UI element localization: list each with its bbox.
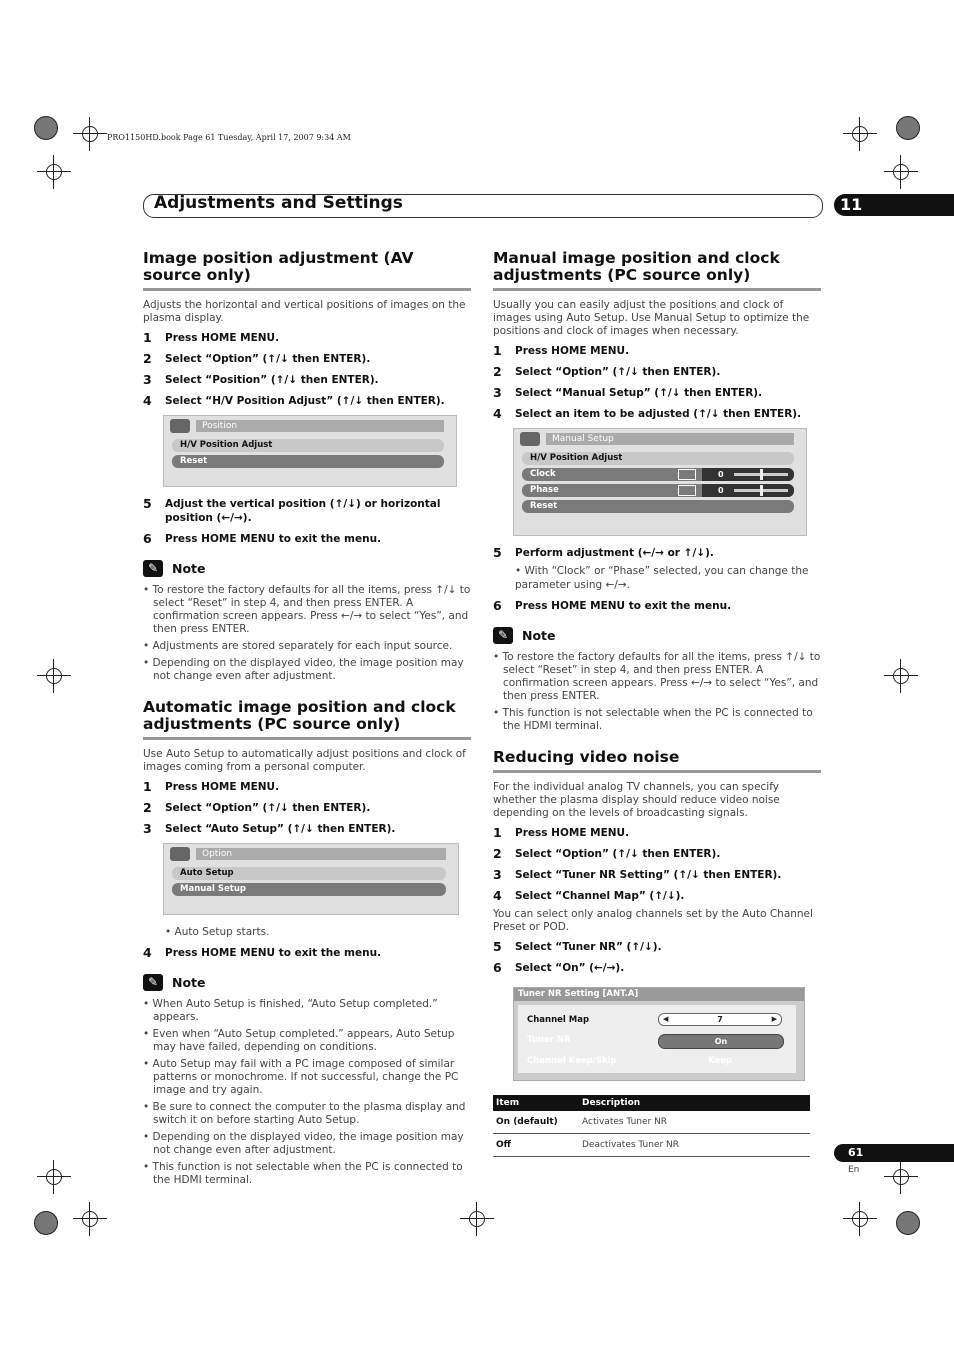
note-title: Note xyxy=(522,628,556,643)
language-code: En xyxy=(848,1165,860,1175)
chapter-number: 11 xyxy=(840,195,863,214)
table-cell: On (default) xyxy=(493,1111,579,1134)
channel-map-selector xyxy=(658,1013,782,1026)
step-number: 5 xyxy=(493,939,502,954)
step-item xyxy=(493,344,821,358)
step-item xyxy=(143,373,471,387)
crosshair-mark xyxy=(37,659,71,693)
step-item xyxy=(143,331,471,345)
step-text: Press HOME MENU to exit the menu. xyxy=(165,533,382,545)
step-text: Press HOME MENU. xyxy=(165,332,280,344)
menu-item-auto-setup: Auto Setup xyxy=(172,867,446,880)
keep-skip-label: Channel Keep/Skip xyxy=(527,1056,617,1066)
table-row xyxy=(493,1111,810,1134)
table-cell: Off xyxy=(493,1134,579,1157)
registration-disc-top-left xyxy=(34,116,58,140)
heading-rule xyxy=(143,737,471,740)
step-item xyxy=(143,780,471,794)
section-heading: Image position adjustment (AV source only) xyxy=(143,249,414,284)
note-text: To restore the factory defaults for all the items, press ↑/↓ to select “Reset” in step 4, and then press ENTER. A confirmation screen appears. Press ←/→ to select “Yes”, and then press ENTER. xyxy=(152,584,471,635)
step-number: 4 xyxy=(493,888,502,903)
table-cell: Activates Tuner NR xyxy=(579,1111,810,1134)
note-icon: ✎ xyxy=(143,560,163,577)
table-cell: Deactivates Tuner NR xyxy=(579,1134,810,1157)
crosshair-mark xyxy=(73,117,107,151)
menu-item-hv-position-adjust: H/V Position Adjust xyxy=(172,439,444,452)
step-number: 4 xyxy=(143,945,152,960)
step-item xyxy=(493,961,821,975)
step-number: 2 xyxy=(493,364,502,379)
step-item xyxy=(143,532,471,546)
step-number: 5 xyxy=(143,496,152,511)
step-number: 2 xyxy=(143,800,152,815)
menu-icon xyxy=(170,419,190,433)
step-number: 3 xyxy=(493,867,502,882)
section-heading: Manual image position and clock adjustments (PC source only) xyxy=(493,249,780,284)
step-text: Select “Option” (↑/↓ then ENTER). xyxy=(515,848,721,860)
menu-title: Position xyxy=(196,420,444,432)
note-bullet: • Be sure to connect the computer to the plasma display and switch it on before starting Auto Setup. xyxy=(143,1101,466,1126)
note-text: This function is not selectable when the PC is connected to the HDMI terminal. xyxy=(502,707,813,732)
osd-position-menu xyxy=(163,415,457,487)
note-bullet: • Adjustments are stored separately for each input source. xyxy=(143,640,453,652)
step-item xyxy=(493,826,821,840)
note-bullet: • When Auto Setup is finished, “Auto Setup completed.” appears. xyxy=(143,998,438,1023)
clock-label: Clock xyxy=(530,469,556,479)
left-column xyxy=(143,250,471,1191)
crosshair-mark xyxy=(843,117,877,151)
clock-slider xyxy=(702,468,794,481)
step-text: Select “Position” (↑/↓ then ENTER). xyxy=(165,374,379,386)
note-bullet: • To restore the factory defaults for all the items, press ↑/↓ to select “Reset” in step 4, and then press ENTER. A confirmation screen appears. Press ←/→ to select “Yes”, and then press ENTER. xyxy=(143,584,471,635)
phase-slider xyxy=(702,484,794,497)
heading-rule xyxy=(493,770,821,773)
step-item xyxy=(143,822,471,836)
crosshair-mark xyxy=(37,1160,71,1194)
page-title: Adjustments and Settings xyxy=(154,193,403,213)
step-number: 6 xyxy=(493,598,502,613)
channel-note: You can select only analog channels set by the Auto Channel Preset or POD. xyxy=(493,908,813,933)
note-text: When Auto Setup is finished, “Auto Setup completed.” appears. xyxy=(152,998,438,1023)
menu-item-manual-setup: Manual Setup xyxy=(172,883,446,896)
note-bullet: • This function is not selectable when the PC is connected to the HDMI terminal. xyxy=(143,1161,463,1186)
crosshair-mark xyxy=(73,1202,107,1236)
step-text: Press HOME MENU. xyxy=(515,827,630,839)
arrow-left-icon: ◀ xyxy=(663,1015,669,1023)
step-number: 4 xyxy=(143,393,152,408)
note-text: Depending on the displayed video, the image position may not change even after adjustment. xyxy=(152,1131,464,1156)
step-item xyxy=(493,407,821,421)
step-number: 2 xyxy=(143,351,152,366)
step-number: 1 xyxy=(143,330,152,345)
crosshair-mark xyxy=(884,659,918,693)
keep-skip-value: Keep xyxy=(708,1056,733,1066)
note-bullet: • This function is not selectable when the PC is connected to the HDMI terminal. xyxy=(493,707,813,732)
menu-item-hv-position-adjust: H/V Position Adjust xyxy=(522,452,794,465)
step-item xyxy=(493,599,821,613)
book-info-line: PRO1150HD.book Page 61 Tuesday, April 17, 2007 9:34 AM xyxy=(107,133,351,142)
step-text: Select “Option” (↑/↓ then ENTER). xyxy=(515,366,721,378)
step-text: Select “Option” (↑/↓ then ENTER). xyxy=(165,353,371,365)
note-text: This function is not selectable when the PC is connected to the HDMI terminal. xyxy=(152,1161,463,1186)
crosshair-mark xyxy=(884,1160,918,1194)
right-column xyxy=(493,250,821,1157)
step-item xyxy=(493,847,821,861)
note-bullet: • Even when “Auto Setup completed.” appears, Auto Setup may have failed, depending on conditions. xyxy=(143,1028,455,1053)
page-number: 61 xyxy=(848,1146,864,1159)
step-number: 4 xyxy=(493,406,502,421)
section-heading: Automatic image position and clock adjustments (PC source only) xyxy=(143,698,456,733)
step-text: Select “Tuner NR Setting” (↑/↓ then ENTER). xyxy=(515,869,782,881)
menu-item-reset: Reset xyxy=(522,500,794,513)
step-sub-text: • With “Clock” or “Phase” selected, you can change the parameter using ←/→. xyxy=(515,565,809,591)
note-icon: ✎ xyxy=(493,627,513,644)
step-text: Select “Manual Setup” (↑/↓ then ENTER). xyxy=(515,387,763,399)
section-intro: For the individual analog TV channels, you can specify whether the plasma display should reduce video noise depending on the levels of broadcasting signals. xyxy=(493,781,780,819)
step-item xyxy=(143,801,471,815)
step-sub-text: • Auto Setup starts. xyxy=(165,926,270,938)
note-text: Be sure to connect the computer to the plasma display and switch it on before starting Auto Setup. xyxy=(152,1101,466,1126)
phase-value: 0 xyxy=(718,486,724,495)
note-bullet: • Auto Setup may fail with a PC image composed of similar patterns or monochrome. If not successful, change the PC image and try again. xyxy=(143,1058,459,1096)
section-intro: Use Auto Setup to automatically adjust positions and clock of images coming from a personal computer. xyxy=(143,748,466,773)
crosshair-mark xyxy=(37,155,71,189)
clock-icon xyxy=(678,469,696,480)
step-text: Select “Channel Map” (↑/↓). xyxy=(515,890,685,902)
step-number: 6 xyxy=(143,531,152,546)
section-heading: Reducing video noise xyxy=(493,748,680,766)
step-number: 1 xyxy=(493,343,502,358)
crosshair-mark xyxy=(460,1202,494,1236)
arrow-right-icon: ▶ xyxy=(771,1015,777,1023)
section-intro: Usually you can easily adjust the positions and clock of images using Auto Setup. Use Manual Setup to optimize the positions and clock of images when necessary. xyxy=(493,299,810,337)
note-bullet: • Depending on the displayed video, the image position may not change even after adjustment. xyxy=(143,657,464,682)
step-item xyxy=(143,352,471,366)
step-number: 1 xyxy=(143,779,152,794)
note-text: Even when “Auto Setup completed.” appears, Auto Setup may have failed, depending on conditions. xyxy=(152,1028,455,1053)
menu-title: Manual Setup xyxy=(546,433,794,445)
note-icon: ✎ xyxy=(143,974,163,991)
registration-disc-top-right xyxy=(896,116,920,140)
table-header: Item xyxy=(493,1095,579,1111)
step-text: Press HOME MENU. xyxy=(165,781,280,793)
tuner-nr-value: On xyxy=(658,1034,784,1049)
note-text: Auto Setup may fail with a PC image composed of similar patterns or monochrome. If not successful, change the PC image and try again. xyxy=(152,1058,459,1096)
step-item xyxy=(493,386,821,400)
note-bullet: • Depending on the displayed video, the image position may not change even after adjustment. xyxy=(143,1131,464,1156)
step-number: 3 xyxy=(143,372,152,387)
step-item xyxy=(493,868,821,882)
tuner-nr-table xyxy=(493,1095,810,1157)
osd-manual-setup-menu xyxy=(513,428,807,536)
menu-item-phase xyxy=(522,484,794,497)
menu-icon xyxy=(170,847,190,861)
crosshair-mark xyxy=(884,155,918,189)
step-text: Select “H/V Position Adjust” (↑/↓ then ENTER). xyxy=(165,395,445,407)
step-text: Select “Tuner NR” (↑/↓). xyxy=(515,941,662,953)
tuner-nr-label: Tuner NR xyxy=(527,1035,571,1045)
registration-disc-bottom-right xyxy=(896,1211,920,1235)
step-number: 3 xyxy=(493,385,502,400)
heading-rule xyxy=(493,288,821,291)
menu-item-clock xyxy=(522,468,794,481)
step-text: Press HOME MENU. xyxy=(515,345,630,357)
step-item xyxy=(143,946,471,960)
clock-value: 0 xyxy=(718,470,724,479)
menu-item-reset: Reset xyxy=(172,455,444,468)
step-item xyxy=(493,365,821,379)
note-text: Depending on the displayed video, the image position may not change even after adjustment. xyxy=(152,657,464,682)
step-item xyxy=(493,940,821,954)
channel-map-value: 7 xyxy=(717,1015,723,1024)
step-item xyxy=(143,394,471,408)
note-text: To restore the factory defaults for all the items, press ↑/↓ to select “Reset” in step 4, and then press ENTER. A confirmation screen appears. Press ←/→ to select “Yes”, and then press ENTER. xyxy=(502,651,821,702)
heading-rule xyxy=(143,288,471,291)
phase-icon xyxy=(678,485,696,496)
step-number: 6 xyxy=(493,960,502,975)
step-number: 1 xyxy=(493,825,502,840)
step-text: Select “Auto Setup” (↑/↓ then ENTER). xyxy=(165,823,396,835)
note-title: Note xyxy=(172,561,206,576)
table-header: Description xyxy=(579,1095,810,1111)
step-text: Press HOME MENU to exit the menu. xyxy=(515,600,732,612)
step-number: 5 xyxy=(493,545,502,560)
step-text: Adjust the vertical position (↑/↓) or horizontal position (←/→). xyxy=(165,498,441,524)
step-text: Select “Option” (↑/↓ then ENTER). xyxy=(165,802,371,814)
step-text: Press HOME MENU to exit the menu. xyxy=(165,947,382,959)
note-title: Note xyxy=(172,975,206,990)
channel-map-label: Channel Map xyxy=(527,1015,590,1025)
menu-title: Option xyxy=(196,848,446,860)
osd-tuner-nr-menu xyxy=(513,987,805,1081)
section-intro: Adjusts the horizontal and vertical positions of images on the plasma display. xyxy=(143,299,466,324)
note-text: Adjustments are stored separately for each input source. xyxy=(152,640,453,652)
registration-disc-bottom-left xyxy=(34,1211,58,1235)
phase-label: Phase xyxy=(530,485,559,495)
step-number: 2 xyxy=(493,846,502,861)
step-text: Select “On” (←/→). xyxy=(515,962,625,974)
step-item xyxy=(493,546,821,560)
step-text: Perform adjustment (←/→ or ↑/↓). xyxy=(515,547,714,559)
menu-title: Tuner NR Setting [ANT.A] xyxy=(514,988,804,1001)
crosshair-mark xyxy=(843,1202,877,1236)
osd-option-menu xyxy=(163,843,459,915)
step-text: Select an item to be adjusted (↑/↓ then ENTER). xyxy=(515,408,802,420)
step-number: 3 xyxy=(143,821,152,836)
note-bullet: • To restore the factory defaults for all the items, press ↑/↓ to select “Reset” in step 4, and then press ENTER. A confirmation screen appears. Press ←/→ to select “Yes”, and then press ENTER. xyxy=(493,651,821,702)
step-item xyxy=(143,497,471,525)
step-item xyxy=(493,889,821,903)
menu-icon xyxy=(520,432,540,446)
table-row xyxy=(493,1134,810,1157)
